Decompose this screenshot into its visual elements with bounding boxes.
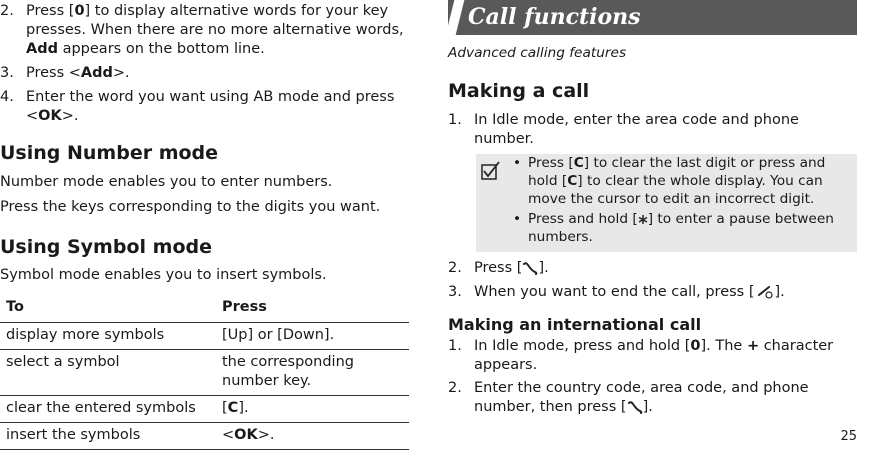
symbol-mode-desc: Symbol mode enables you to insert symbols. [0, 267, 327, 283]
cell-press: [Up] or [Down]. [216, 323, 409, 350]
note-text: Press [ [528, 155, 574, 171]
step-text: >. [112, 65, 130, 81]
step-number: 1. [448, 112, 462, 128]
list-item [0, 88, 410, 126]
list-item [448, 283, 833, 302]
column-header-press: Press [216, 292, 409, 323]
softkey-label: OK [234, 427, 258, 443]
making-call-steps-cont [448, 259, 833, 302]
step-text: ]. [538, 260, 549, 276]
symbol-mode-table [0, 292, 409, 450]
key-label: C [227, 400, 239, 416]
intl-call-steps [448, 337, 858, 417]
step-text: Enter the word you want using AB mode and press < [26, 89, 395, 124]
list-item [448, 259, 833, 278]
step-number: 3. [448, 284, 462, 300]
note-bullets [506, 154, 854, 246]
send-call-icon [627, 400, 643, 414]
table-header-row [0, 292, 409, 323]
cell-press [216, 423, 409, 450]
step-number: 2. [448, 380, 462, 396]
list-item [506, 210, 854, 246]
cell-text: ]. [238, 400, 249, 416]
page-number: 25 [840, 429, 857, 444]
list-item [448, 379, 858, 417]
step-text: appears on the bottom line. [57, 41, 265, 57]
cell-to: clear the entered symbols [0, 396, 216, 423]
softkey-label: OK [38, 108, 62, 124]
step-text: >. [61, 108, 79, 124]
cell-press: the corresponding number key. [216, 350, 409, 396]
cell-text: [ [222, 400, 228, 416]
softkey-label: Add [80, 65, 113, 81]
making-call-heading: Making a call [448, 80, 590, 102]
step-number: 2. [448, 260, 462, 276]
making-call-steps [448, 111, 833, 149]
column-header-to: To [0, 292, 216, 323]
number-mode-instructions: Press the keys corresponding to the digits you want. [0, 199, 381, 215]
note-text: ] to clear the last digit or press and hold [ [528, 155, 826, 189]
step-text: In Idle mode, press and hold [ [474, 338, 691, 354]
step-text: ]. [642, 399, 653, 415]
note-text: ] to clear the whole display. You can move the cursor to edit an incorrect digit. [528, 173, 823, 207]
plus-character: + [746, 338, 760, 354]
step-number: 1. [448, 338, 462, 354]
step-text: When you want to end the call, press [ [474, 284, 755, 300]
key-label: 0 [690, 338, 701, 354]
list-item [506, 154, 854, 208]
table-row [0, 396, 409, 423]
table-row [0, 323, 409, 350]
symbol-steps-list [0, 2, 410, 126]
cell-to: display more symbols [0, 323, 216, 350]
bullet-dot: • [513, 155, 522, 171]
end-call-icon [755, 285, 775, 299]
note-box [476, 154, 857, 252]
table-row [0, 350, 409, 396]
intl-call-heading: Making an international call [448, 315, 702, 334]
note-text: ] to enter a pause between numbers. [528, 211, 834, 245]
send-call-icon [522, 261, 538, 275]
key-label: C [573, 155, 584, 171]
step-text: Press [ [26, 3, 75, 19]
step-number: 4. [0, 89, 14, 105]
step-text: ] to display alternative words for your key presses. When there are no more alternative words, [26, 3, 404, 38]
step-text: character appears. [474, 338, 834, 373]
chapter-subtitle: Advanced calling features [448, 45, 627, 61]
step-number: 2. [0, 3, 14, 19]
banner-slant-decoration [446, 0, 465, 35]
step-text: Press [ [474, 260, 523, 276]
list-item [448, 111, 833, 149]
list-item [448, 337, 858, 375]
list-item [0, 64, 410, 83]
note-text: Press and hold [ [528, 211, 638, 227]
symbol-mode-heading: Using Symbol mode [0, 236, 212, 258]
number-mode-desc: Number mode enables you to enter numbers. [0, 174, 333, 190]
asterisk-key-icon [638, 213, 648, 226]
number-mode-heading: Using Number mode [0, 142, 219, 164]
cell-text: >. [257, 427, 275, 443]
softkey-label: Add [26, 41, 58, 57]
key-label: 0 [74, 3, 85, 19]
step-text: In Idle mode, enter the area code and phone number. [474, 112, 799, 147]
step-text: ]. [774, 284, 785, 300]
cell-to: select a symbol [0, 350, 216, 396]
key-label: C [567, 173, 578, 189]
step-number: 3. [0, 65, 14, 81]
step-text: Enter the country code, area code, and phone number, then press [ [474, 380, 809, 415]
step-text: ]. The [700, 338, 747, 354]
bullet-dot: • [513, 211, 522, 227]
cell-to: insert the symbols [0, 423, 216, 450]
step-text: Press < [26, 65, 81, 81]
table-row [0, 423, 409, 450]
chapter-banner [448, 0, 857, 35]
cell-press [216, 396, 409, 423]
list-item [0, 2, 410, 59]
chapter-title: Call functions [468, 4, 641, 30]
checkbox-check-icon [481, 160, 501, 180]
cell-text: < [222, 427, 235, 443]
